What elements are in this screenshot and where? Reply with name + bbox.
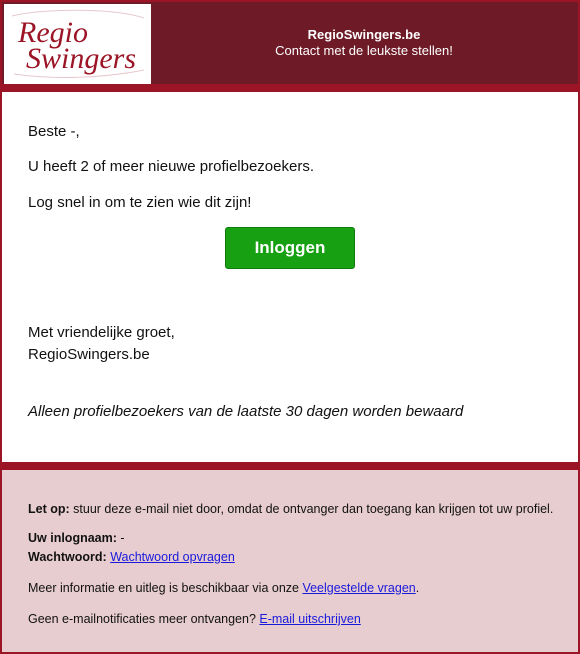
greeting: Beste -, <box>28 123 80 140</box>
site-name: RegioSwingers.be <box>307 27 421 42</box>
unsubscribe-text: Geen e-mailnotificaties meer ontvangen? <box>28 612 260 626</box>
retention-note: Alleen profielbezoekers van de laatste 30 dagen worden bewaard <box>28 403 464 420</box>
password-reset-link[interactable]: Wachtwoord opvragen <box>110 550 235 564</box>
cta-text: Log snel in om te zien wie dit zijn! <box>28 194 252 211</box>
email-body <box>2 92 578 462</box>
info-text: Meer informatie en uitleg is beschikbaar via onze <box>28 581 303 595</box>
faq-link[interactable]: Veelgestelde vragen <box>302 581 416 595</box>
info-end: . <box>415 581 420 595</box>
warning-text: stuur deze e-mail niet door, omdat de ontvanger dan toegang kan krijgen tot uw profiel. <box>69 502 554 516</box>
header-text <box>152 2 576 84</box>
username-line <box>28 529 125 547</box>
username-label: Uw inlognaam: <box>28 531 117 545</box>
unsubscribe-line <box>28 610 361 628</box>
email-footer <box>2 470 578 652</box>
logo <box>4 4 151 84</box>
logo-image <box>4 4 151 84</box>
logo-text-swingers: Swingers <box>26 42 137 75</box>
password-line <box>28 548 235 566</box>
warning-label: Let op: <box>28 502 70 516</box>
password-label: Wachtwoord: <box>28 550 107 564</box>
username-value: - <box>116 531 125 545</box>
logo-text-regio: Regio <box>18 16 88 49</box>
header-divider <box>2 84 578 92</box>
closing: Met vriendelijke groet, <box>28 324 175 341</box>
login-button[interactable]: Inloggen <box>225 227 355 269</box>
signature: RegioSwingers.be <box>28 346 150 363</box>
tagline: Contact met de leukste stellen! <box>275 43 453 58</box>
unsubscribe-link[interactable]: E-mail uitschrijven <box>259 612 361 626</box>
email-header <box>2 2 578 84</box>
footer-divider <box>2 462 578 470</box>
visitors-message: U heeft 2 of meer nieuwe profielbezoekers. <box>28 158 314 175</box>
info-line <box>28 579 419 597</box>
warning <box>28 500 553 518</box>
